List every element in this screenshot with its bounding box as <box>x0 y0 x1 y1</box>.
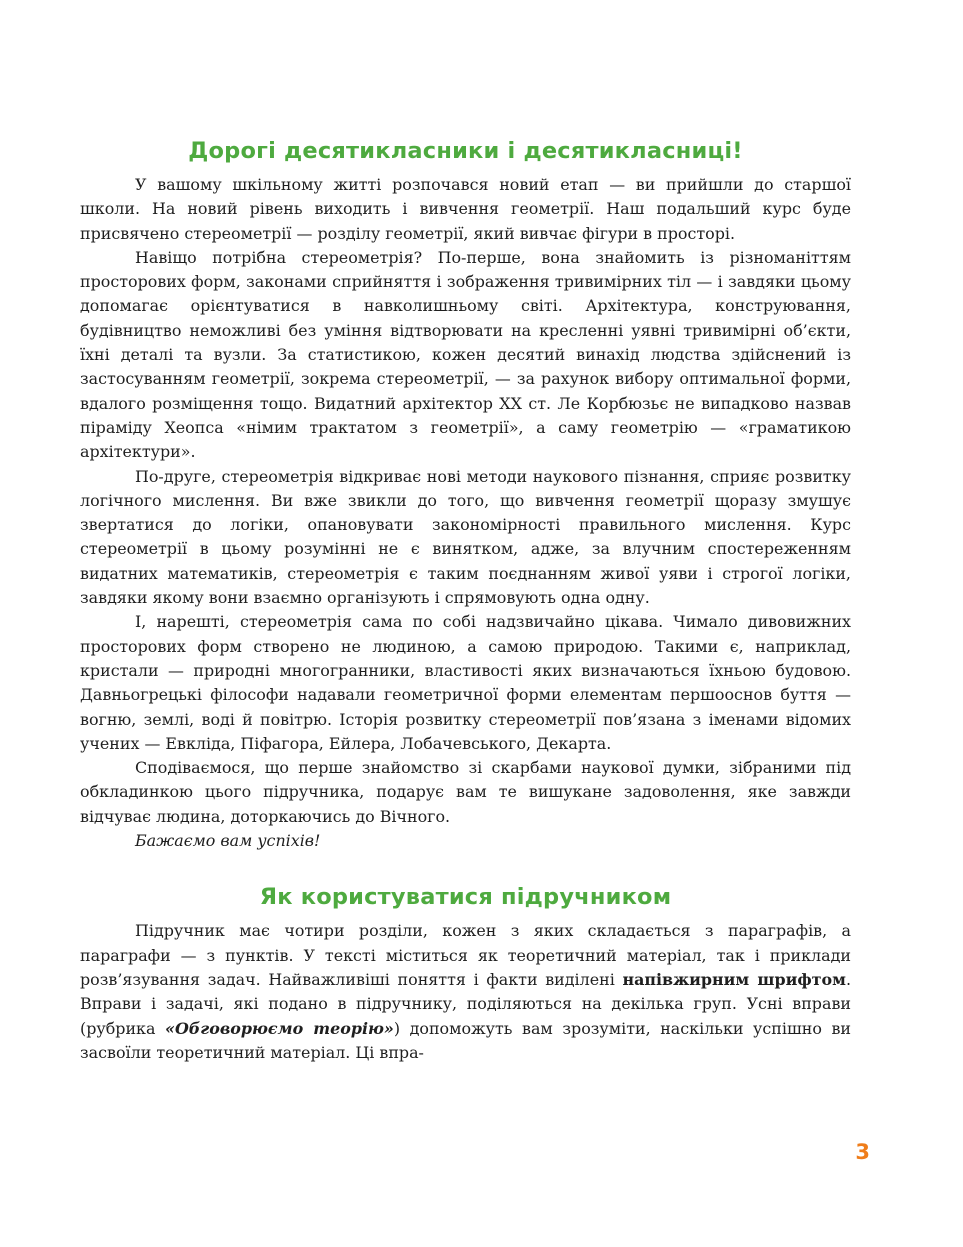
howto-paragraph <box>80 919 851 1065</box>
howto-title: Як користуватися підручником <box>259 884 672 911</box>
howto-bold-term: напівжирним шрифтом <box>622 969 846 989</box>
howto-rubric: «Обговорюємо теорію» <box>165 1018 394 1038</box>
greeting-paragraph-2: Навіщо потрібна стереометрія? По-перше, вона знайомить із різноманіттям просторових форм, законами сприйняття і зображення тривимірних тіл — і завдяки цьому допомагає орієнтуватися в навколишньому світі. Архітектура, конструювання, будівництво неможливі без уміння відтворювати на кресленні уявні тривимірні об’єкти, їхні деталі та вузли. За статистикою, кожен десятий винахід людства здійснений із застосуванням геометрії, зокрема стереометрії, — за рахунок вибору оптимальної форми, вдалого розміщення тощо. Видатний архітектор XX ст. Ле Корбюзьє не випадково назвав піраміду Хеопса «німим трактатом з геометрії», а саму геометрію — «граматикою архітектури». <box>80 247 851 462</box>
greeting-paragraph-4: І, нарешті, стереометрія сама по собі надзвичайно цікава. Чимало дивовижних просторових форм створено не людиною, а самою природою. Такими є, наприклад, кристали — природні многогранники, властивості яких визначаються їхньою будовою. Давньогрецькі філософи надавали геометричної форми елементам першооснов буття — вогню, землі, воді й повітрю. Історія розвитку стереометрії пов’язана з іменами відомих учених — Евкліда, Піфагора, Ейлера, Лобачевського, Декарта. <box>80 612 851 753</box>
howto-text-3: ) допоможуть вам зрозуміти, наскільки успішно ви засвоїли теоретичний матеріал. Ці впра- <box>80 1018 851 1062</box>
greeting-paragraph-5: Сподіваємося, що перше знайомство зі скарбами наукової думки, зібраними під обкладинкою цього підручника, подарує вам те вишукане задоволення, яке завжди відчуває людина, доторкаючись до Вічного. <box>80 758 851 826</box>
page-content <box>80 135 851 1065</box>
greeting-paragraph-3: По-друге, стереометрія відкриває нові методи наукового пізнання, сприяє розвитку логічного мислення. Ви вже звикли до того, що вивчення геометрії щоразу змушує звертатися до логіки, опановувати закономірності правильного мислення. Курс стереометрії в цьому розумінні не є винятком, адже, за влучним спостереженням видатних математиків, стереометрія є таким поєднанням живої уяви і строгої логіки, завдяки якому вони взаємно організують і спрямовують одна одну. <box>80 466 851 608</box>
greeting-title: Дорогі десятикласники і десятикласниці! <box>188 138 743 164</box>
greeting-wish: Бажаємо вам успіхів! <box>135 831 321 851</box>
page-number: 3 <box>855 1140 870 1164</box>
greeting-paragraph-1: У вашому шкільному житті розпочався новий етап — ви прийшли до старшої школи. На новий рівень виходить і вивчення геометрії. Наш подальший курс буде присвячено стереометрії — розділу геометрії, який вивчає фігури в просторі. <box>80 175 851 243</box>
howto-text-1: Підручник має чотири розділи, кожен з яких складається з параграфів, а параграфи — з пунктів. У тексті міститься як теоретичний матеріал, так і приклади розв’язування задач. Найважливіші поняття і факти виділені <box>80 921 851 989</box>
howto-text-2: . Вправи і задачі, які подано в підручнику, поділяються на декілька груп. Усні вправи (рубрика <box>80 969 851 1038</box>
